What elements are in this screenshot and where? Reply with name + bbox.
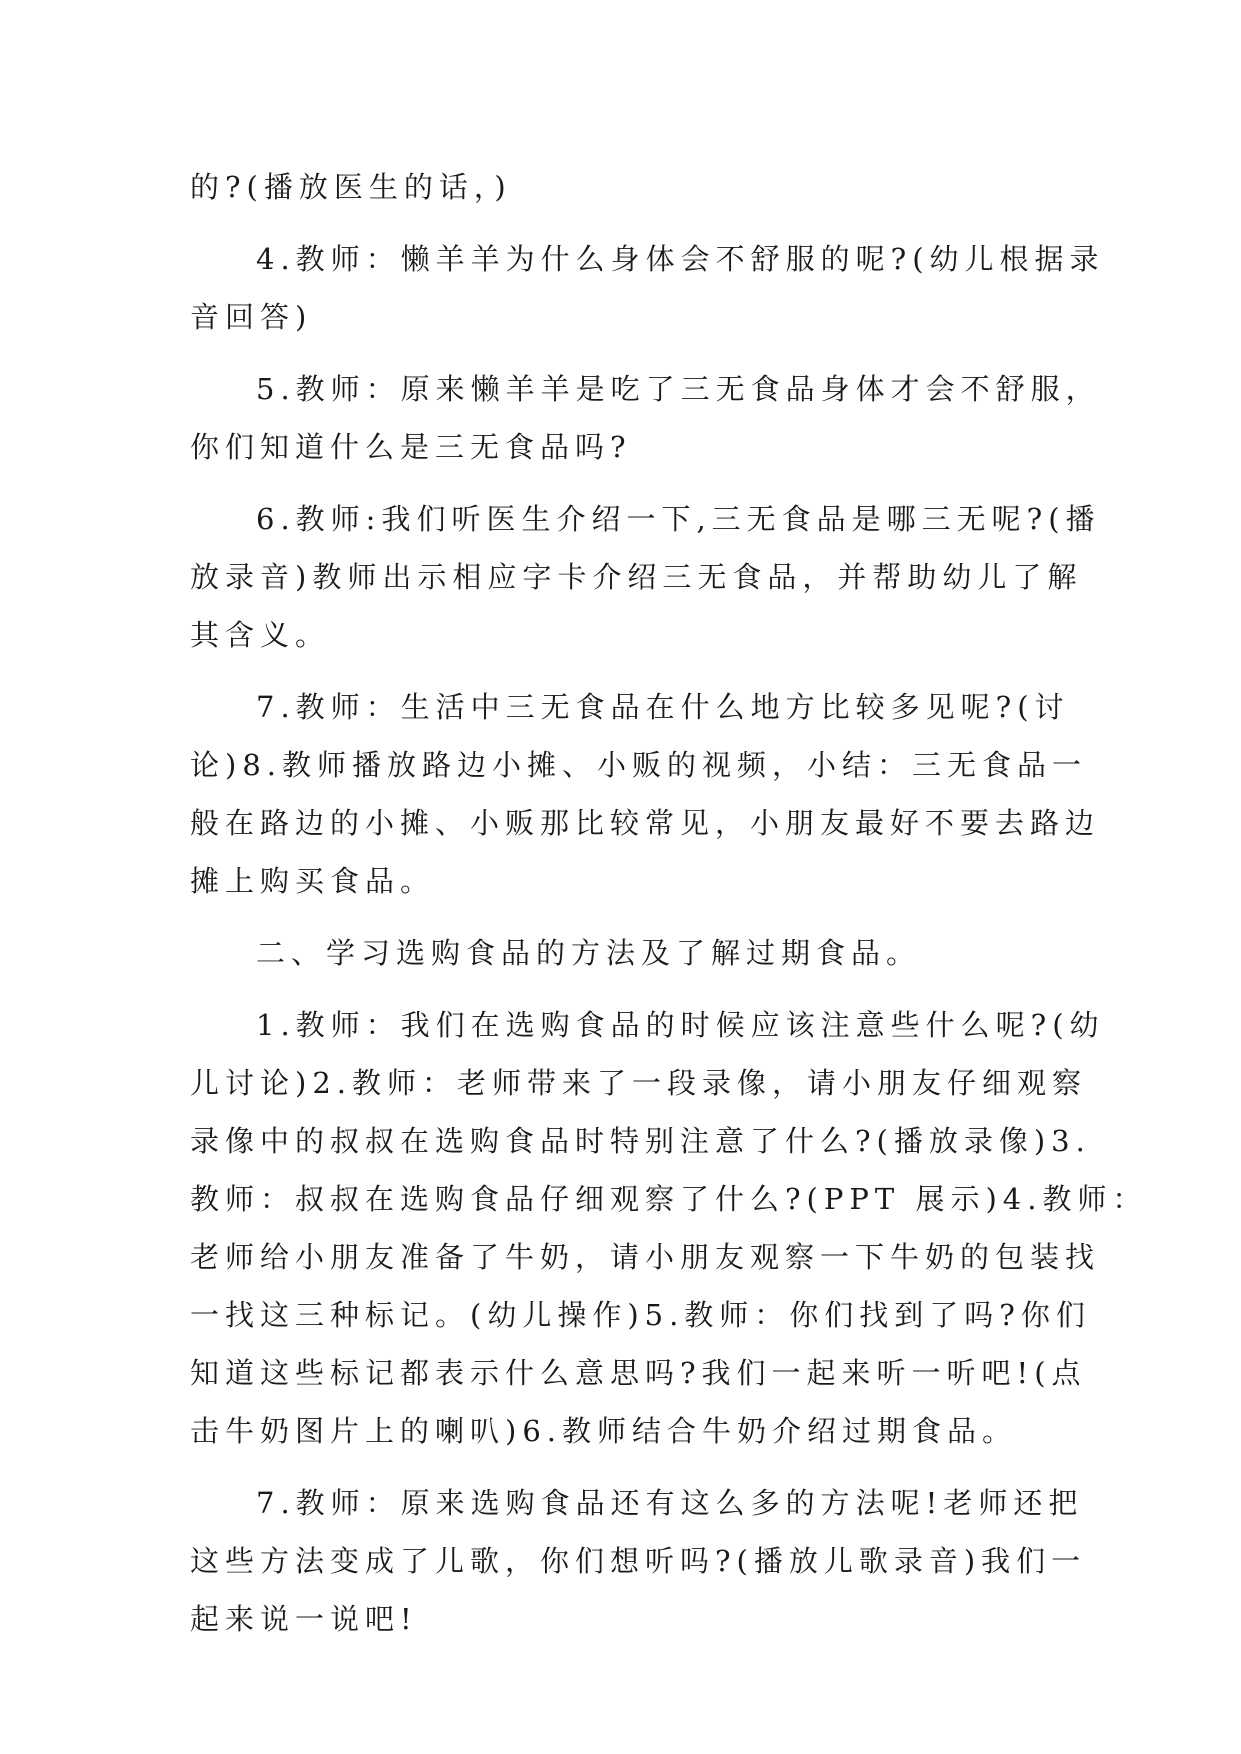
text-line: 1.教师：我们在选购食品的时候应该注意些什么呢?(幼 — [256, 1008, 1105, 1042]
text-line: 6.教师:我们听医生介绍一下,三无食品是哪三无呢?(播 — [256, 502, 1101, 536]
text-line: 论)8.教师播放路边小摊、小贩的视频，小结：三无食品一 — [190, 748, 1087, 782]
text-line: 击牛奶图片上的喇叭)6.教师结合牛奶介绍过期食品。 — [190, 1414, 1017, 1448]
text-line: 5.教师：原来懒羊羊是吃了三无食品身体才会不舒服， — [256, 372, 1101, 406]
paragraph — [190, 996, 1148, 1460]
text-line: 音回答) — [190, 300, 313, 334]
text-line: 般在路边的小摊、小贩那比较常见，小朋友最好不要去路边 — [190, 806, 1101, 840]
text-line: 的?(播放医生的话，) — [190, 170, 512, 204]
text-line: 老师给小朋友准备了牛奶，请小朋友观察一下牛奶的包装找 — [190, 1240, 1101, 1274]
paragraph — [190, 490, 1101, 664]
text-line: 起来说一说吧! — [190, 1602, 418, 1636]
text-line: 儿讨论)2.教师：老师带来了一段录像，请小朋友仔细观察 — [190, 1066, 1087, 1100]
paragraph — [190, 1474, 1087, 1648]
text-line: 放录音)教师出示相应字卡介绍三无食品，并帮助幼儿了解 — [190, 560, 1083, 594]
text-line: 一找这三种标记。(幼儿操作)5.教师：你们找到了吗?你们 — [190, 1298, 1091, 1332]
text-line: 其含义。 — [190, 618, 331, 652]
document-body — [190, 158, 1148, 1662]
paragraph — [190, 360, 1101, 476]
paragraph — [190, 230, 1105, 346]
text-line: 你们知道什么是三无食品吗? — [190, 430, 632, 464]
text-line: 二、学习选购食品的方法及了解过期食品。 — [256, 936, 922, 970]
text-line: 4.教师：懒羊羊为什么身体会不舒服的呢?(幼儿根据录 — [256, 242, 1105, 276]
text-line: 教师：叔叔在选购食品仔细观察了什么?(PPT 展示)4.教师： — [190, 1182, 1148, 1216]
paragraph — [190, 924, 1060, 982]
text-line: 录像中的叔叔在选购食品时特别注意了什么?(播放录像)3. — [190, 1124, 1091, 1158]
paragraph — [190, 158, 1060, 216]
text-line: 7.教师：原来选购食品还有这么多的方法呢!老师还把 — [256, 1486, 1084, 1520]
text-line: 7.教师：生活中三无食品在什么地方比较多见呢?(讨 — [256, 690, 1070, 724]
text-line: 这些方法变成了儿歌，你们想听吗?(播放儿歌录音)我们一 — [190, 1544, 1087, 1578]
paragraph — [190, 678, 1101, 910]
text-line: 摊上购买食品。 — [190, 864, 436, 898]
text-line: 知道这些标记都表示什么意思吗?我们一起来听一听吧!(点 — [190, 1356, 1087, 1390]
